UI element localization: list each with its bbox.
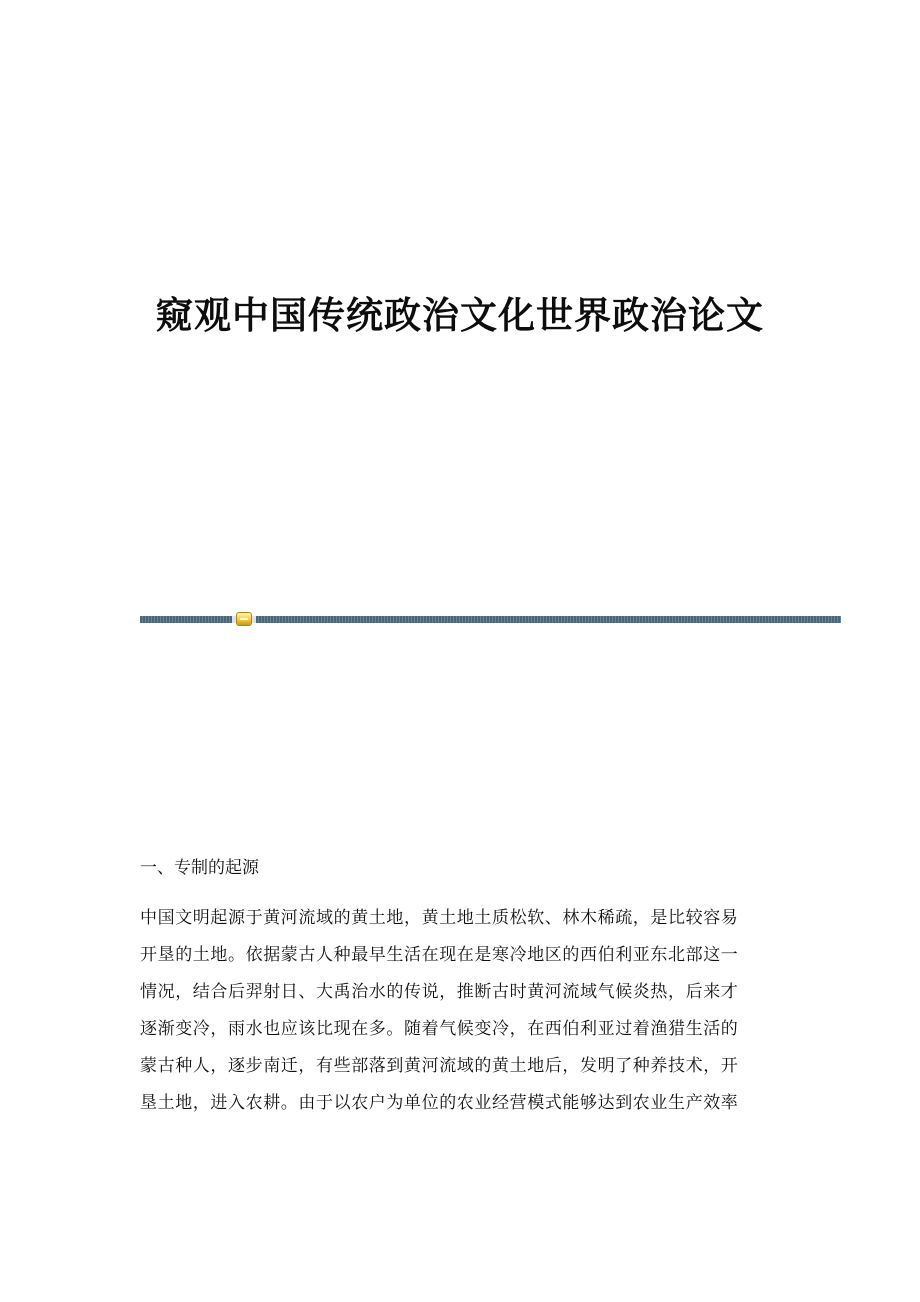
section-heading: 一、专制的起源: [140, 858, 259, 878]
divider-bar-left: [140, 616, 232, 623]
divider-bar-right: [256, 616, 841, 623]
section-divider: [140, 613, 841, 625]
paragraph-line: 中国文明起源于黄河流域的黄土地，黄土地土质松软、林木稀疏，是比较容易: [140, 908, 739, 928]
paragraph-line: 情况，结合后羿射日、大禹治水的传说，推断古时黄河流域气候炎热，后来才: [140, 982, 739, 1002]
document-title: 窥观中国传统政治文化世界政治论文: [156, 292, 764, 337]
gold-ornament-icon: [237, 613, 251, 625]
paragraph-line: 垦土地，进入农耕。由于以农户为单位的农业经营模式能够达到农业生产效率: [140, 1093, 739, 1113]
paragraph-line: 逐渐变冷，雨水也应该比现在多。随着气候变冷，在西伯利亚过着渔猎生活的: [140, 1019, 739, 1039]
paragraph-line: 开垦的土地。依据蒙古人种最早生活在现在是寒冷地区的西伯利亚东北部这一: [140, 945, 739, 965]
paragraph-line: 蒙古种人，逐步南迁，有些部落到黄河流域的黄土地后，发明了种养技术，开: [140, 1056, 739, 1076]
body-paragraph: [140, 900, 776, 1122]
